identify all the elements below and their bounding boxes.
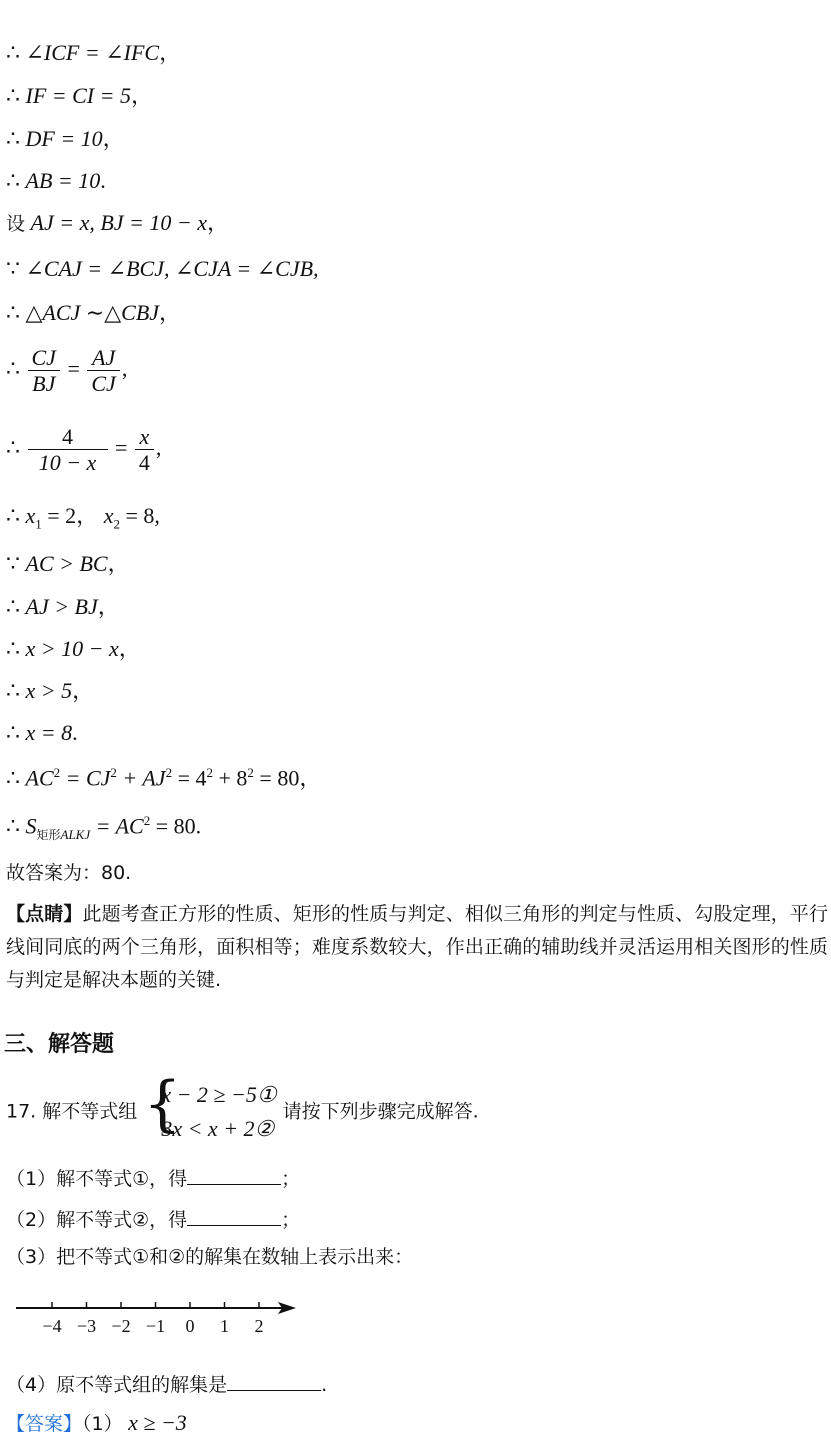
step-11: ∴ x > 5， (6, 678, 95, 703)
part-1: （1）解不等式①，得 ； (6, 1168, 301, 1190)
math-expr: ∠ICF = ∠IFC (25, 40, 160, 65)
number-line (0, 1292, 831, 1352)
comment-tag: 【点睛】 (6, 903, 83, 925)
step-3: ∴ DF = 10， (6, 126, 125, 151)
step-6: ∵ ∠CAJ = ∠BCJ, ∠CJA = ∠CJB, (6, 256, 319, 281)
comment-paragraph: 【点睛】此题考查正方形的性质、矩形的性质与判定、相似三角形的判定与性质、勾股定理，平行线间同底的两个三角形，面积相等；难度系数较大，作出正确的辅助线并灵活运用相关图形的性质与判定是解决本题的关键. (6, 903, 828, 991)
tick-label: −1 (145, 1316, 166, 1336)
fraction: $\frac{CJ}{BJ}$ (28, 345, 60, 397)
answer-tag: 【答案】 (6, 1413, 83, 1435)
answer-blank-2[interactable] (187, 1207, 281, 1226)
step-12: ∴ x = 8. (6, 720, 78, 745)
step-7: ∴ △ACJ ∼△CBJ， (6, 300, 182, 325)
answer-line: 【答案】（1） x ≥ −3 (6, 1410, 187, 1435)
fraction-step-2: ∴ $\frac{4}{10 - x}$ = $\frac{x}{4}$ , (6, 424, 162, 476)
inequality-system: { x − 2 ≥ −5① 3x < x + 2② (143, 1069, 277, 1141)
roots-step: ∴ $x_1 = 2$， $x_2 = 8$, (6, 503, 160, 532)
pythagoras-step: ∴ $AC^2 = CJ^2 + AJ^2 = 4^2 + 8^2 = 80$， (6, 765, 322, 791)
step-4: ∴ AB = 10. (6, 168, 106, 193)
tick-label: −3 (76, 1316, 97, 1336)
part-2: （2）解不等式②，得 ； (6, 1209, 301, 1231)
math-expr: DF = 10 (25, 126, 103, 151)
fraction: $\frac{4}{10 - x}$ (28, 424, 108, 476)
area-step: ∴ $S_{矩形ALKJ} = AC^2 = 80$. (6, 813, 202, 842)
section-title: 三、解答题 (4, 1032, 115, 1057)
tick-label: 1 (220, 1316, 229, 1336)
math-expr: AJ = x, BJ = 10 − x (30, 210, 207, 235)
fraction: $\frac{AJ}{CJ}$ (87, 345, 119, 397)
step-2: ∴ IF = CI = 5， (6, 83, 153, 108)
problem-17: 17. 解不等式组 { x − 2 ≥ −5① 3x < x + 2② 请按下列步骤完成解答. (6, 1078, 479, 1146)
step-1: ∴ ∠ICF = ∠IFC， (6, 40, 182, 65)
step-10: ∴ x > 10 − x， (6, 636, 141, 661)
math-expr: △ACJ ∼△CBJ (25, 300, 160, 325)
fraction-step-1: ∴ $\frac{CJ}{BJ}$ = $\frac{AJ}{CJ}$ , (6, 345, 128, 397)
tick-label: 2 (254, 1316, 264, 1336)
math-expr: IF = CI = 5 (25, 83, 131, 108)
tick-label: −4 (42, 1316, 62, 1336)
answer-blank-1[interactable] (187, 1166, 281, 1185)
part-4: （4）原不等式组的解集是 . (6, 1374, 328, 1396)
tick-label: −2 (111, 1316, 131, 1336)
part-3: （3）把不等式①和②的解集在数轴上表示出来： (6, 1246, 414, 1268)
step-8: ∵ AC > BC， (6, 551, 130, 576)
math-expr: AB = 10 (25, 168, 101, 193)
answer-blank-4[interactable] (227, 1372, 321, 1391)
step-9: ∴ AJ > BJ， (6, 594, 120, 619)
fraction: $\frac{x}{4}$ (135, 424, 154, 476)
step-5: 设 AJ = x, BJ = 10 − x， (6, 210, 230, 235)
tick-label: 0 (185, 1316, 195, 1336)
math-expr: ∠CAJ = ∠BCJ, ∠CJA = ∠CJB, (25, 256, 319, 281)
conclusion: 故答案为：80. (6, 862, 132, 884)
